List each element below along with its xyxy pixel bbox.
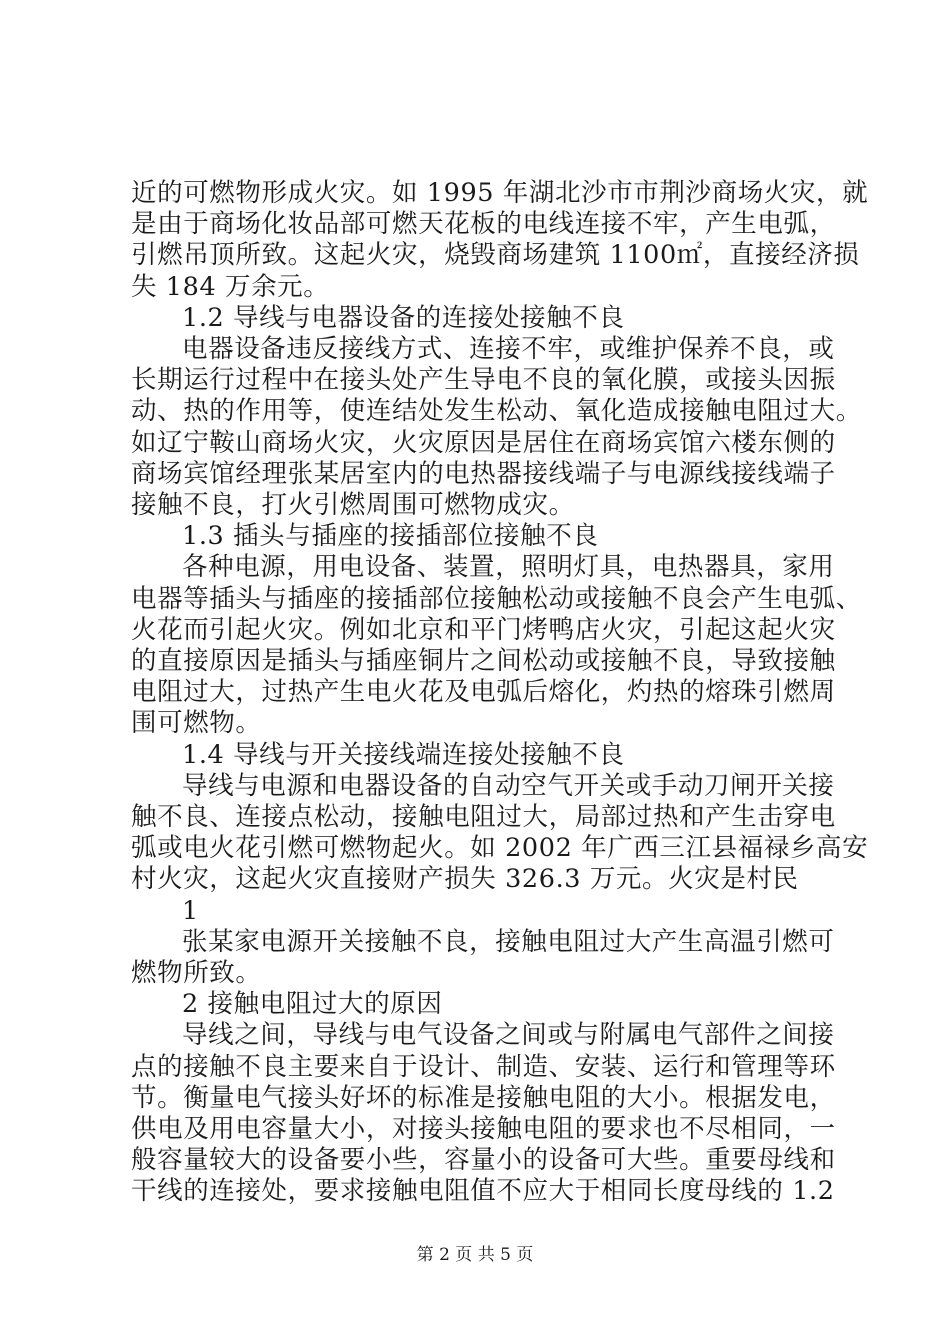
body-line: 长期运行过程中在接头处产生导电不良的氧化膜，或接头因振 [131,365,836,396]
body-line: 干线的连接处，要求接触电阻值不应大于相同长度母线的 1.2 [131,1176,835,1207]
body-line: 导线与电源和电器设备的自动空气开关或手动刀闸开关接 [182,770,835,801]
body-line: 火花而引起火灾。例如北京和平门烤鸭店火灾，引起这起火灾 [131,614,836,645]
inline-page-number: 1 [182,895,199,926]
body-line: 电器设备违反接线方式、连接不牢，或维护保养不良，或 [182,334,835,364]
body-line: 导线之间，导线与电气设备之间或与附属电气部件之间接 [182,1020,835,1051]
body-line: 的直接原因是插头与插座铜片之间松动或接触不良，导致接触 [131,646,836,676]
section-heading: 1.2 导线与电器设备的连接处接触不良 [182,302,625,333]
body-line: 引燃吊顶所致。这起火灾，烧毁商场建筑 1100㎡，直接经济损 [131,240,860,271]
body-line: 弧或电火花引燃可燃物起火。如 2002 年广西三江县福禄乡高安 [131,833,869,864]
body-line: 触不良、连接点松动，接触电阻过大，局部过热和产生击穿电 [131,802,836,832]
body-line: 张某家电源开关接触不良，接触电阻过大产生高温引燃可 [182,926,835,957]
body-line: 节。衡量电气接头好坏的标准是接触电阻的大小。根据发电， [131,1082,836,1113]
body-line: 围可燃物。 [131,708,262,739]
body-line: 村火灾，这起火灾直接财产损失 326.3 万元。火灾是村民 [131,864,799,895]
body-line: 电阻过大，过热产生电火花及电弧后熔化，灼热的熔珠引燃周 [131,677,836,708]
body-line: 般容量较大的设备要小些，容量小的设备可大些。重要母线和 [131,1145,836,1176]
body-line: 如辽宁鞍山商场火灾，火灾原因是居住在商场宾馆六楼东侧的 [131,427,836,458]
page-footer: 第 2 页 共 5 页 [416,1245,534,1265]
body-line: 动、热的作用等，使连结处发生松动、氧化造成接触电阻过大。 [131,396,862,427]
body-line: 点的接触不良主要来自于设计、制造、安装、运行和管理等环 [131,1051,836,1082]
section-heading: 2 接触电阻过大的原因 [182,989,443,1020]
section-heading: 1.4 导线与开关接线端连接处接触不良 [182,739,625,770]
body-line: 接触不良，打火引燃周围可燃物成灾。 [131,490,575,520]
body-line: 近的可燃物形成火灾。如 1995 年湖北沙市市荆沙商场火灾，就 [131,178,869,208]
body-line: 供电及用电容量大小，对接头接触电阻的要求也不尽相同，一 [131,1114,836,1144]
body-line: 电器等插头与插座的接插部位接触松动或接触不良会产生电弧、 [131,583,862,614]
body-line: 各种电源，用电设备、装置，照明灯具，电热器具，家用 [182,552,835,583]
body-line: 是由于商场化妆品部可燃天花板的电线连接不牢，产生电弧， [131,209,836,240]
body-line: 燃物所致。 [131,958,262,988]
section-heading: 1.3 插头与插座的接插部位接触不良 [182,521,599,552]
body-line: 失 184 万余元。 [131,271,330,302]
body-line: 商场宾馆经理张某居室内的电热器接线端子与电源线接线端子 [131,458,836,489]
